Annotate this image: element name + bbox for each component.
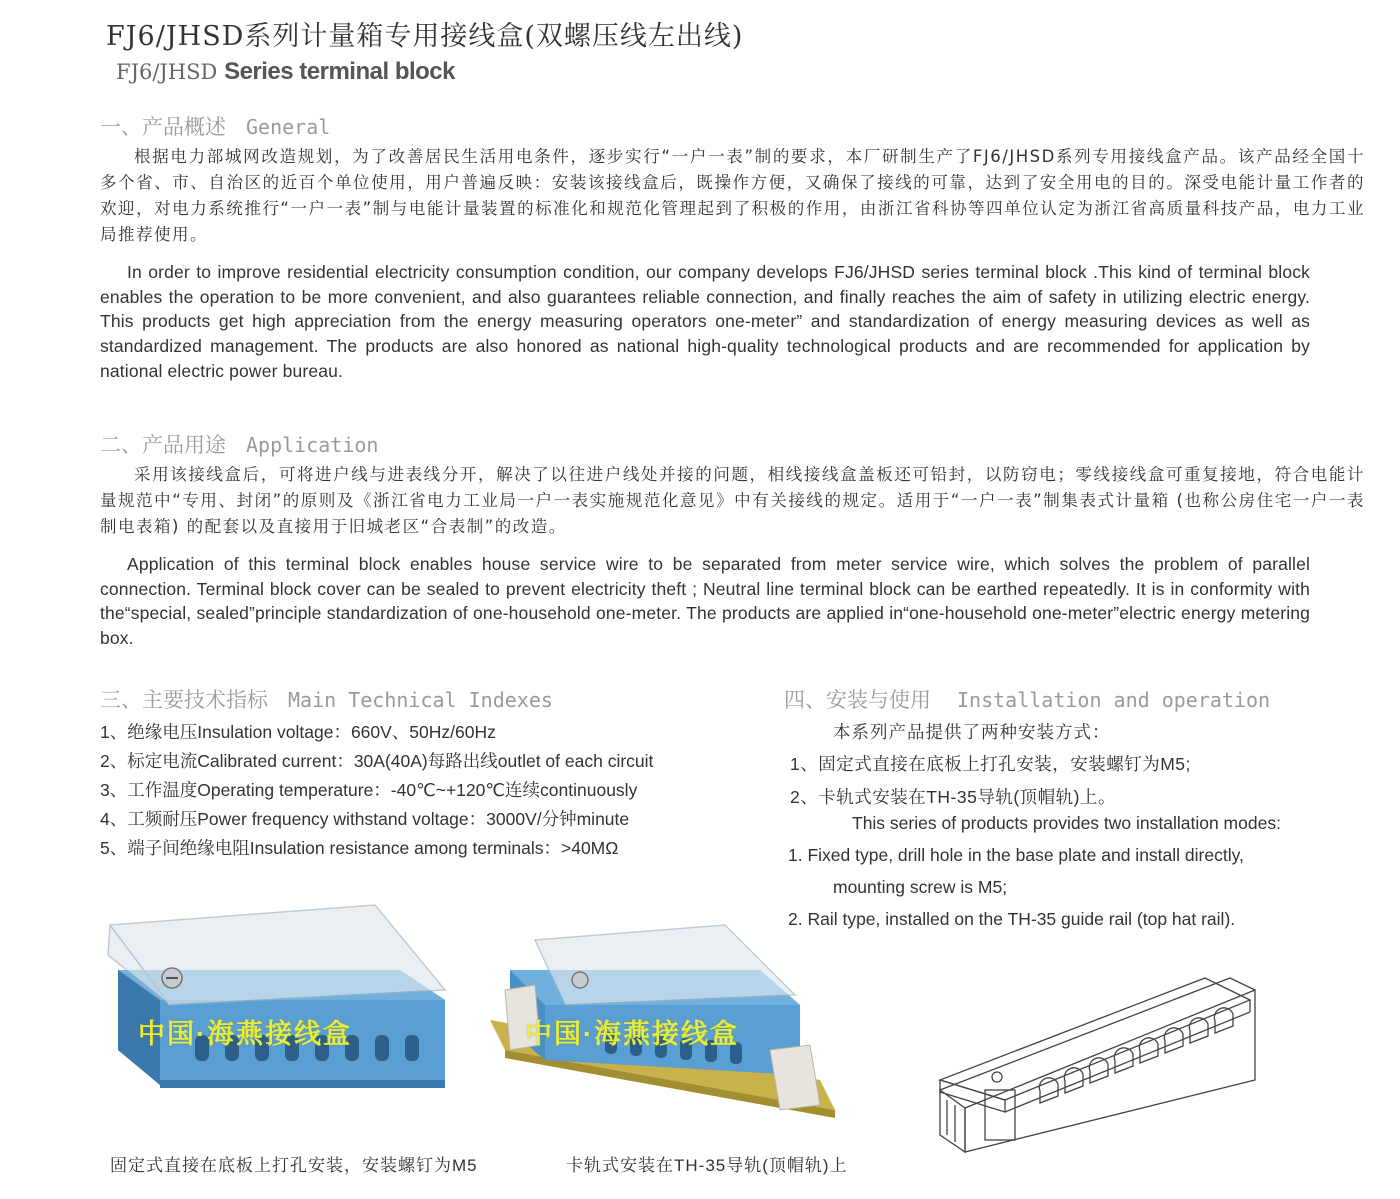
spec-item: 3、工作温度Operating temperature：-40℃~+120℃连续continuously xyxy=(100,780,638,800)
install-intro-cn: 本系列产品提供了两种安装方式： xyxy=(833,722,1111,742)
section-heading-en: Main Technical Indexes xyxy=(288,688,553,712)
application-text-cn: 采用该接线盒后，可将进户线与进表线分开，解决了以往进户线处并接的问题，相线接线盒盖板还可铅封，以防窃电；零线接线盒可重复接地，符合电能计量规范中“专用、封闭”的原则及《浙江省电力工业局一户一表实施规范化意见》中有关接线的规定。适用于“一户一表”制集表式计量箱 (也称公房住宅一户一表制电表箱) 的配套以及直接用于旧城老区“合表制”的改造。 xyxy=(100,465,1365,536)
subtitle-model: FJ6/JHSD xyxy=(116,60,218,84)
spec-item: 5、端子间绝缘电阻Insulation resistance among terminals：>40MΩ xyxy=(100,838,619,858)
section-heading-en: General xyxy=(246,115,331,139)
photo-caption-rail: 卡轨式安装在TH-35导轨(顶帽轨)上 xyxy=(566,1156,848,1175)
spec-item: 2、标定电流Calibrated current：30A(40A)每路出线outlet of each circuit xyxy=(100,751,654,771)
spec-item: 4、工频耐压Power frequency withstand voltage：3000V/分钟minute xyxy=(100,809,630,829)
section-heading-application xyxy=(100,429,378,459)
page-title: FJ6/JHSD系列计量箱专用接线盒(双螺压线左出线) xyxy=(106,21,744,52)
spec-list xyxy=(100,718,780,863)
general-text-en: In order to improve residential electricity consumption condition, our company develops FJ6/JHSD series terminal block .This kind of terminal block enables the operation to be more convenient, and also guarantees reliable connection, and finally reaches the aim of safety in utilizing electric energy. This products get high appreciation from the energy measuring operators one-meter” and standardization of energy measuring devices as well as standardized management. The products are also honored as national high-quality technological products and are recommended for application by national electric power bureau. xyxy=(100,262,1310,381)
photo-caption-fixed: 固定式直接在底板上打孔安装，安装螺钉为M5 xyxy=(110,1156,478,1175)
section-heading-en: Application xyxy=(246,433,379,457)
watermark-right: 中国·海燕接线盒 xyxy=(525,1019,739,1049)
section-heading-installation xyxy=(784,684,1270,714)
fixed-mount-terminal-block-photo xyxy=(100,900,460,1110)
section-heading-cn: 三、主要技术指标 xyxy=(100,688,268,712)
install-item-en: mounting screw is M5; xyxy=(833,877,1008,897)
general-text-cn: 根据电力部城网改造规划，为了改善居民生活用电条件，逐步实行“一户一表”制的要求，本厂研制生产了FJ6/JHSD系列专用接线盒产品。该产品经全国十多个省、市、自治区的近百个单位使用，用户普遍反映：安装该接线盒后，既操作方便，又确保了接线的可靠，达到了安全用电的目的。深受电能计量工作者的欢迎，对电力系统推行“一户一表”制与电能计量装置的标准化和规范化管理起到了积极的作用，由浙江省科协等四单位认定为浙江省高质量科技产品，电力工业局推荐使用。 xyxy=(100,147,1365,244)
section-heading-cn: 一、产品概述 xyxy=(100,115,226,139)
install-item-cn: 1、固定式直接在底板上打孔安装，安装螺钉为M5; xyxy=(790,754,1191,774)
subtitle-series: Series terminal block xyxy=(224,58,456,85)
watermark-left: 中国·海燕接线盒 xyxy=(138,1019,352,1049)
spec-item: 1、绝缘电压Insulation voltage：660V、50Hz/60Hz xyxy=(100,722,496,742)
section-heading-cn: 四、安装与使用 xyxy=(784,688,931,712)
section-heading-en: Installation and operation xyxy=(957,688,1271,712)
install-item-en: 2. Rail type, installed on the TH-35 guide rail (top hat rail). xyxy=(788,909,1236,929)
page-subtitle xyxy=(116,58,455,86)
application-text-en: Application of this terminal block enables house service wire to be separated from meter service wire, which solves the problem of parallel connection. Terminal block cover can be sealed to prevent electricity theft ; Neutral line terminal block can be earthed repeatedly. It is in conformity with the“special, sealed”principle standardization of one-household one-meter. The products are applied in“one-household one-meter”electric energy metering box. xyxy=(100,554,1310,649)
install-item-en: 1. Fixed type, drill hole in the base plate and install directly, xyxy=(788,845,1244,865)
terminal-block-line-drawing xyxy=(935,930,1260,1160)
install-item-cn: 2、卡轨式安装在TH-35导轨(顶帽轨)上。 xyxy=(790,787,1117,807)
section-heading-general xyxy=(100,111,330,141)
install-intro-en: This series of products provides two installation modes: xyxy=(852,813,1281,833)
section-heading-cn: 二、产品用途 xyxy=(100,433,226,457)
section-heading-specs xyxy=(100,684,553,714)
